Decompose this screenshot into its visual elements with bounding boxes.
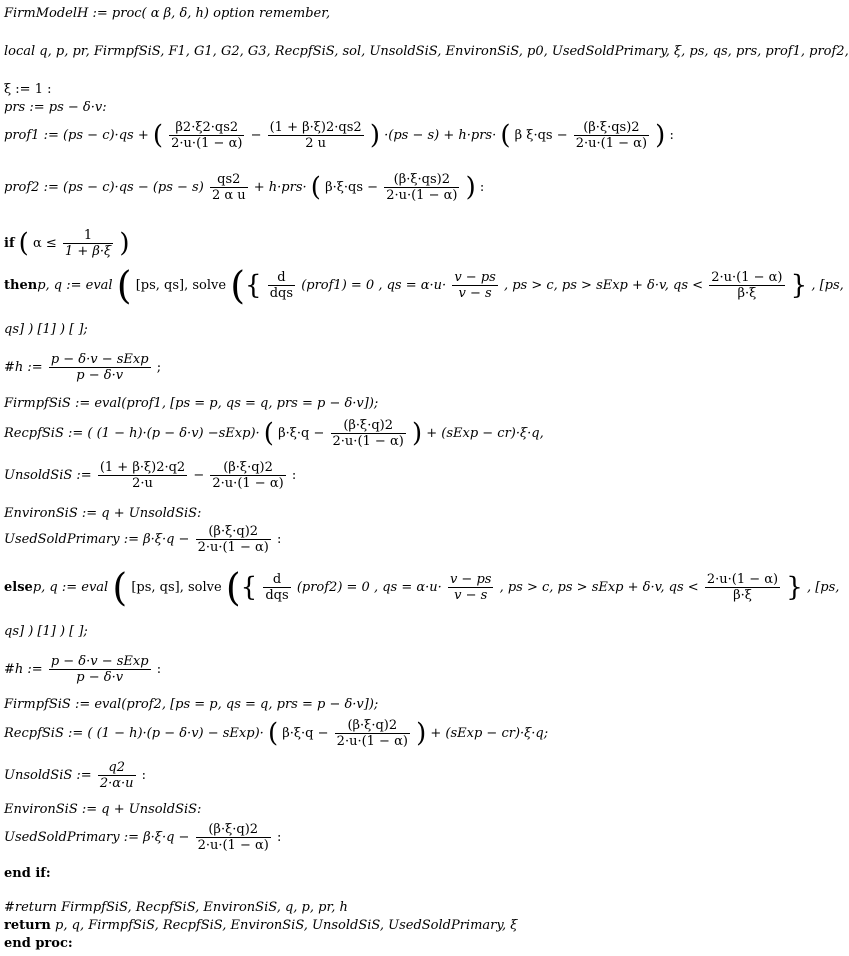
local-declaration: local q, p, pr, FirmpfSiS, F1, G1, G2, G3, RecpfSiS, sol, UnsoldSiS, EnvironSiS, p0, UsedSoldPrimary, ξ, ps, qs, prs, prof1, prof2, <box>4 44 849 59</box>
firmpfsis-2: FirmpfSiS := eval(prof2, [ps = p, qs = q, prs = p − δ·v]); <box>4 697 379 712</box>
return-comment: #return FirmpfSiS, RecpfSiS, EnvironSiS, q, p, pr, h <box>4 900 348 915</box>
recpfsis-2: RecpfSiS := ( (1 − h)·(p − δ·v) − sExp)· ( β·ξ·q − $\frac{(\beta\cdot\xi\cdot q)2}{2\cdot u\cdot(1 - \alpha)}$ ) + (sExp − cr)·ξ·q; <box>4 718 549 749</box>
prof2-expression: prof2 := (ps − c)·qs − (ps − s) $\frac{qs2}{\text{2 α u}}$ + h·prs· ( β·ξ·qs − $\frac{(\beta\cdot\xi\cdot qs)2}{2\cdot u\cdot(1 - \alpha)}$ ) : <box>4 172 485 203</box>
unsoldsis-2: UnsoldSiS := $\frac{q2}{2\cdot\alpha\cdot u}$ : <box>4 760 147 791</box>
environsis-2: EnvironSiS := q + UnsoldSiS: <box>4 802 202 817</box>
if-statement: if ( α ≤ $\frac{1}{1 + \beta\cdot\xi}$ ) <box>4 228 130 259</box>
recpfsis-1: RecpfSiS := ( (1 − h)·(p − δ·v) −sExp)· ( β·ξ·q − $\frac{(\beta\cdot\xi\cdot q)2}{2\cdot u\cdot(1 - \alpha)}$ ) + (sExp − cr)·ξ·q, <box>4 418 544 449</box>
unsoldsis-1: UnsoldSiS := $\frac{(1 + \beta\cdot\xi)2\cdot q2}{2\cdot u}$ − $\frac{(\beta\cdot\xi\cdot q)2}{2\cdot u\cdot(1 - \alpha)}$ : <box>4 460 297 491</box>
environsis-1: EnvironSiS := q + UnsoldSiS: <box>4 506 202 521</box>
return-statement: return p, q, FirmpfSiS, RecpfSiS, EnvironSiS, UnsoldSiS, UsedSoldPrimary, ξ <box>4 918 518 933</box>
xi-assignment: ξ := 1 : <box>4 82 52 97</box>
end-if: end if: <box>4 866 51 881</box>
then-solve: thenp, q := eval ( [ps, qs], solve ({ $\frac{d}{\text{dqs}}$ (prof1) = 0 , qs = α·u· $\frac{v - ps}{v - s}$ , ps > c, ps > sExp + δ·v, qs < $\frac{2\cdot u\cdot(1 - \alpha)}{\beta\cdot\xi}$ } , [ps, <box>4 263 844 308</box>
usedsoldprimary-1: UsedSoldPrimary := β·ξ·q − $\frac{(\beta\cdot\xi\cdot q)2}{2\cdot u\cdot(1 - \alpha)}$ : <box>4 524 282 555</box>
then-solve-continued: qs] ) [1] ) [ ]; <box>4 322 88 337</box>
else-solve-continued: qs] ) [1] ) [ ]; <box>4 624 88 639</box>
prof1-expression: prof1 := (ps − c)·qs + ( $\frac{\beta 2\cdot\xi 2\cdot qs2}{2\cdot u\cdot(1 - \alpha)}$ − $\frac{(1 + \beta\cdot\xi)2\cdot qs2}{2 u}$ ) ·(ps − s) + h·prs· ( β ξ·qs − $\frac{(\beta\cdot\xi\cdot qs)2}{2\cdot u\cdot(1 - \alpha)}$ ) : <box>4 120 674 151</box>
else-solve: elsep, q := eval ( [ps, qs], solve ({ $\frac{d}{\text{dqs}}$ (prof2) = 0 , qs = α·u· $\frac{v - ps}{v - s}$ , ps > c, ps > sExp + δ·v, qs < $\frac{2\cdot u\cdot(1 - \alpha)}{\beta\cdot\xi}$ } , [ps, <box>4 565 840 610</box>
firmpfsis-1: FirmpfSiS := eval(prof1, [ps = p, qs = q, prs = p − δ·v]); <box>4 396 379 411</box>
end-proc: end proc: <box>4 936 73 951</box>
proc-header: FirmModelH := proc( α β, δ, h) option remember, <box>4 6 331 21</box>
prs-assignment: prs := ps − δ·v: <box>4 100 107 115</box>
h-comment-2: #h := $\frac{\text{p − δ·v − sExp}}{p - \delta\cdot v}$ : <box>4 654 162 685</box>
usedsoldprimary-2: UsedSoldPrimary := β·ξ·q − $\frac{(\beta\cdot\xi\cdot q)2}{2\cdot u\cdot(1 - \alpha)}$ : <box>4 822 282 853</box>
h-comment-1: #h := $\frac{\text{p − δ·v − sExp}}{p - \delta\cdot v}$ ; <box>4 352 162 383</box>
